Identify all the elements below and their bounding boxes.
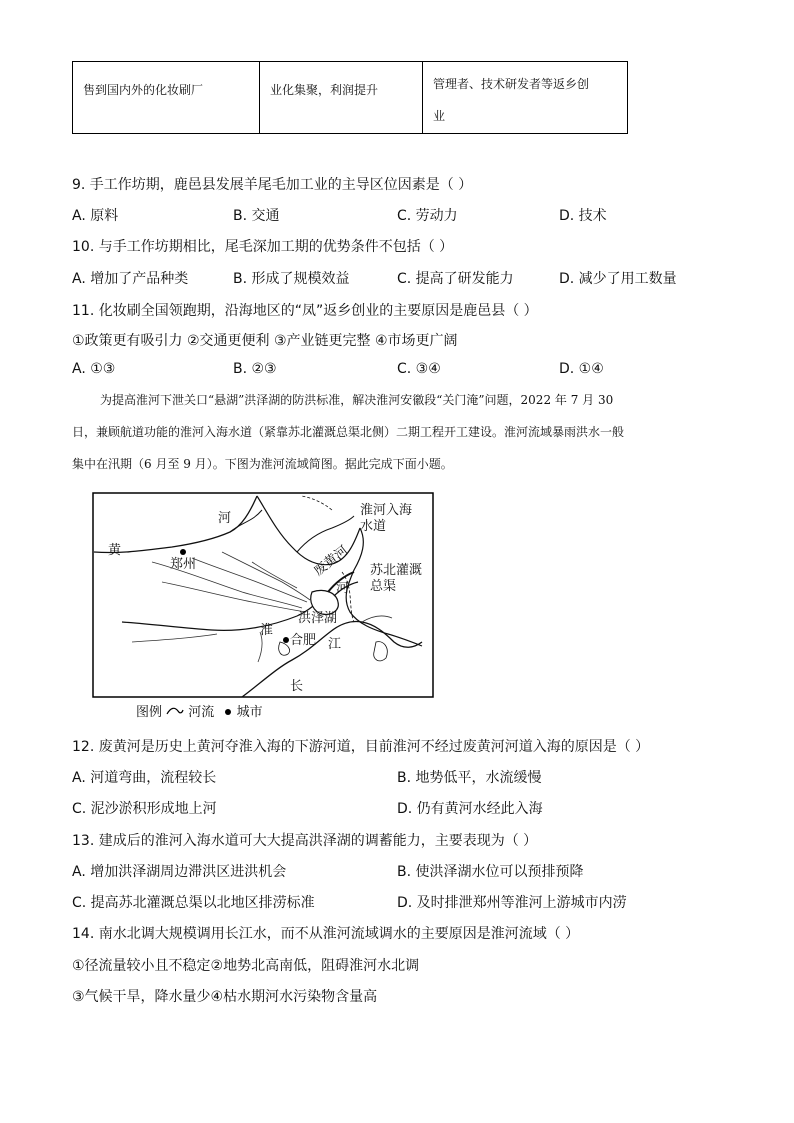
legend-river-label: 河流 bbox=[188, 705, 215, 720]
map-label: 郑州 bbox=[170, 557, 197, 572]
q14-statements-line: ①径流量较小且不稳定②地势北高南低，阻碍淮河水北调 bbox=[72, 958, 420, 974]
map-label: 废黄河 bbox=[311, 543, 352, 580]
q11-option-b[interactable]: B. ②③ bbox=[233, 361, 277, 377]
question-10-stem: 10. 与手工作坊期相比，尾毛深加工期的优势条件不包括（ ） bbox=[72, 239, 454, 255]
q9-option-b[interactable]: B. 交通 bbox=[233, 208, 280, 224]
map-label: 淮河入海 bbox=[360, 503, 413, 518]
q12-option-a[interactable]: A. 河道弯曲，流程较长 bbox=[72, 770, 217, 786]
q12-option-d[interactable]: D. 仍有黄河水经此入海 bbox=[397, 801, 543, 817]
q13-option-d[interactable]: D. 及时排泄郑州等淮河上游城市内涝 bbox=[397, 895, 627, 911]
table-cell: 售到国内外的化妆刷厂 bbox=[73, 62, 260, 134]
question-12-stem: 12. 废黄河是历史上黄河夺淮入海的下游河道，目前淮河不经过废黄河河道入海的原因是（ ） bbox=[72, 739, 650, 755]
legend-title: 图例 bbox=[136, 705, 163, 720]
q10-option-a[interactable]: A. 增加了产品种类 bbox=[72, 271, 189, 287]
passage-line: 日，兼顾航道功能的淮河入海水道（紧靠苏北灌溉总渠北侧）二期工程开工建设。淮河流域暴雨洪水一般 bbox=[72, 425, 625, 439]
city-legend-icon bbox=[224, 705, 232, 720]
table-cell: 业化集聚，利润提升 bbox=[260, 62, 423, 134]
q12-option-b[interactable]: B. 地势低平，水流缓慢 bbox=[397, 770, 542, 786]
q9-option-c[interactable]: C. 劳动力 bbox=[397, 208, 458, 224]
q11-option-c[interactable]: C. ③④ bbox=[397, 361, 441, 377]
q9-option-a[interactable]: A. 原料 bbox=[72, 208, 119, 224]
q13-option-b[interactable]: B. 使洪泽湖水位可以预排预降 bbox=[397, 864, 584, 880]
q10-option-d[interactable]: D. 减少了用工数量 bbox=[559, 271, 677, 287]
table-cell bbox=[423, 62, 628, 134]
river-legend-icon bbox=[166, 705, 184, 721]
question-13-stem: 13. 建成后的淮河入海水道可大大提高洪泽湖的调蓄能力，主要表现为（ ） bbox=[72, 833, 538, 849]
map-label: 淮 bbox=[260, 623, 274, 638]
huaihe-basin-map bbox=[92, 492, 434, 698]
legend-city-label: 城市 bbox=[236, 705, 263, 720]
question-9-stem: 9. 手工作坊期，鹿邑县发展羊尾毛加工业的主导区位因素是（ ） bbox=[72, 177, 473, 193]
passage-line: 为提高淮河下泄关口“悬湖”洪泽湖的防洪标准，解决淮河安徽段“关门淹”问题，2022 年 7 月 30 bbox=[100, 393, 614, 407]
reading-passage bbox=[72, 384, 728, 480]
q12-option-c[interactable]: C. 泥沙淤积形成地上河 bbox=[72, 801, 217, 817]
q10-option-b[interactable]: B. 形成了规模效益 bbox=[233, 271, 350, 287]
map-label: 洪泽湖 bbox=[298, 611, 338, 626]
hefei-city-dot bbox=[283, 637, 289, 643]
map-svg bbox=[92, 492, 434, 698]
map-label: 合肥 bbox=[290, 633, 317, 648]
q14-statements-line: ③气候干旱，降水量少④枯水期河水污染物含量高 bbox=[72, 989, 378, 1005]
map-label: 江 bbox=[328, 637, 342, 652]
map-label: 河 bbox=[336, 581, 350, 596]
q11-option-d[interactable]: D. ①④ bbox=[559, 361, 604, 377]
industry-table bbox=[72, 61, 628, 134]
question-11-stem: 11. 化妆刷全国领跑期，沿海地区的“凤”返乡创业的主要原因是鹿邑县（ ） bbox=[72, 303, 538, 319]
q11-option-a[interactable]: A. ①③ bbox=[72, 361, 116, 377]
zhengzhou-city-dot bbox=[180, 549, 186, 555]
map-label: 长 bbox=[290, 679, 304, 694]
question-14-stem: 14. 南水北调大规模调用长江水，而不从淮河流域调水的主要原因是淮河流域（ ） bbox=[72, 926, 580, 942]
table-cell-line: 管理者、技术研发者等返乡创 bbox=[433, 77, 590, 91]
map-label: 黄 bbox=[108, 543, 122, 558]
table-row bbox=[73, 62, 628, 134]
map-label: 水道 bbox=[360, 519, 387, 534]
map-label: 河 bbox=[218, 511, 232, 526]
q9-option-d[interactable]: D. 技术 bbox=[559, 208, 607, 224]
table-cell-line: 业 bbox=[433, 109, 446, 123]
map-legend bbox=[136, 701, 263, 721]
q13-option-c[interactable]: C. 提高苏北灌溉总渠以北地区排涝标准 bbox=[72, 895, 315, 911]
q10-option-c[interactable]: C. 提高了研发能力 bbox=[397, 271, 514, 287]
passage-line: 集中在汛期（6 月至 9 月）。下图为淮河流域简图。据此完成下面小题。 bbox=[72, 457, 453, 471]
lake-shape bbox=[374, 642, 388, 661]
map-label: 苏北灌溉 bbox=[370, 563, 423, 578]
map-label: 总渠 bbox=[370, 579, 397, 594]
q13-option-a[interactable]: A. 增加洪泽湖周边滞洪区进洪机会 bbox=[72, 864, 287, 880]
q11-statements: ①政策更有吸引力 ②交通更便利 ③产业链更完整 ④市场更广阔 bbox=[72, 333, 458, 349]
